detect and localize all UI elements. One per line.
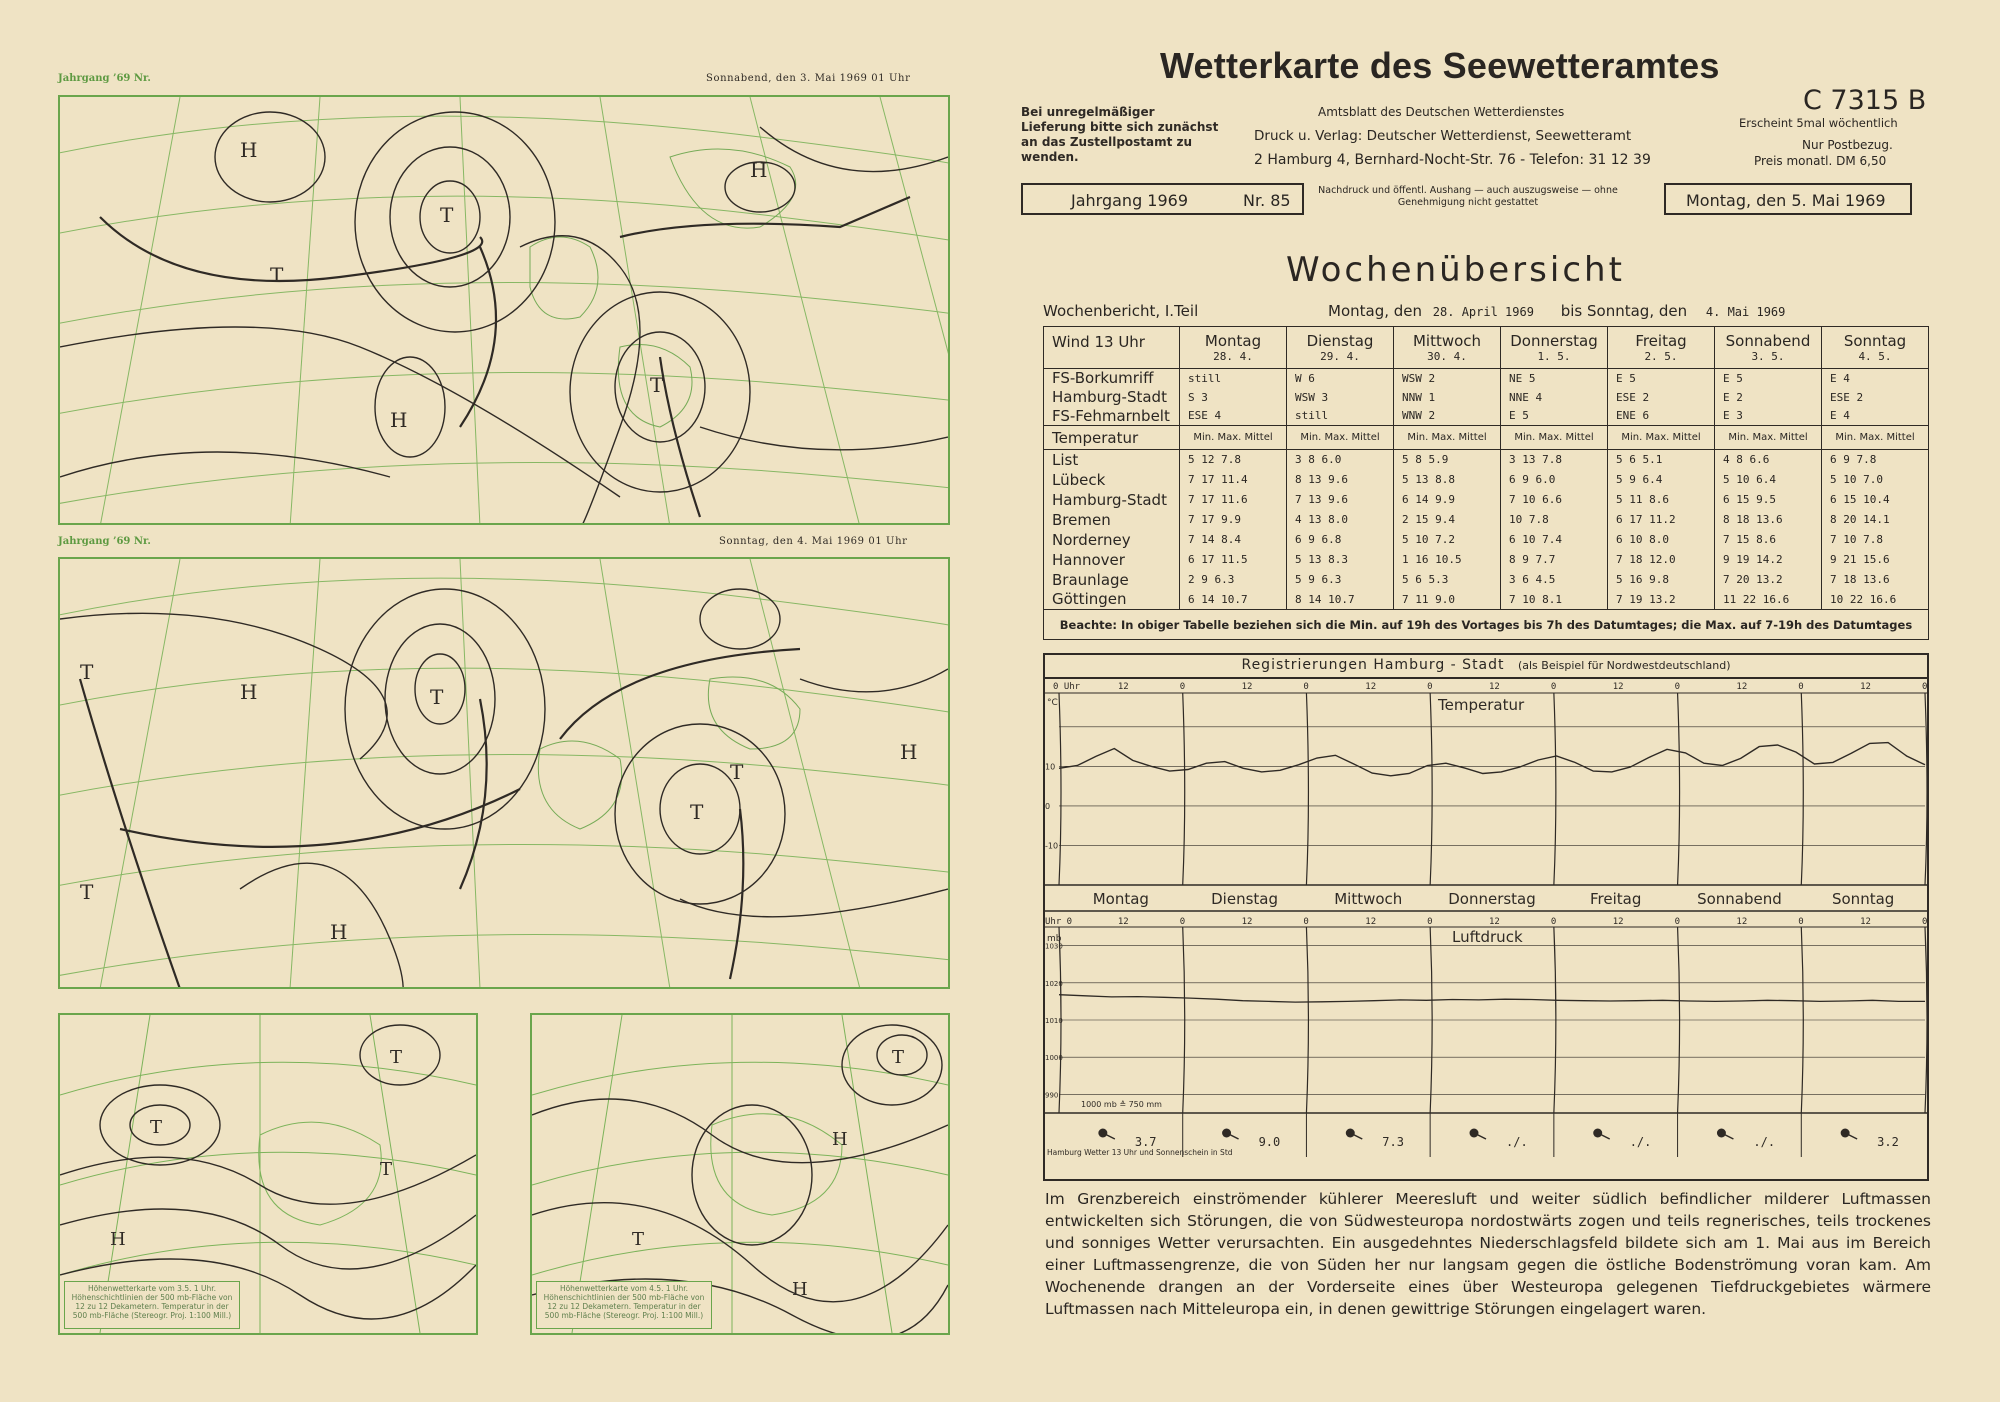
address: 2 Hamburg 4, Bernhard-Nocht-Str. 76 - Telefon: 31 12 39 xyxy=(1254,152,1651,168)
upper-air-map-may3 xyxy=(58,1013,478,1335)
sunshine-label: Hamburg Wetter 13 Uhr und Sonnenschein in Std xyxy=(1047,1148,1233,1157)
day-divider xyxy=(1183,693,1185,885)
table-cell: 7 14 8.4 xyxy=(1180,530,1287,550)
upper-air-map-may4 xyxy=(530,1013,950,1335)
registrations-heading: Registrierungen Hamburg - Stadt xyxy=(1241,657,1505,673)
temperature-curve xyxy=(1059,743,1925,776)
weekly-summary: Im Grenzbereich einströmender kühlerer Meeresluft und weiter südlich befindlicher milderer Luftmassen entwickelten sich Störungen, die von Südwesteuropa nordostwärts zogen und teils regnerisches, teils trockenes und sonniges Wetter verursachten. Ein ausgedehntes Niederschlagsfeld bildete sich am 1. Mai aus im Bereich einer Luftmassengrenze, die von Süden her nur langsam gegen die östliche Bodenströmung voran kam. Am Wochenende drangen an der Vorderseite eines über Westeuropa gelegenen Tiefdruckgebietes wärmere Luftmassen nach Mitteleuropa ein, in denen gewittrige Störungen eingelagert waren. xyxy=(1045,1190,1931,1318)
reg-day-name: Donnerstag xyxy=(1448,890,1536,908)
issue-date: Montag, den 5. Mai 1969 xyxy=(1686,191,1886,210)
weekly-report-part: Wochenbericht, I.Teil xyxy=(1043,302,1199,320)
table-cell: 7 17 11.6 xyxy=(1180,490,1287,510)
day-divider xyxy=(1306,693,1308,885)
station-name: List xyxy=(1044,450,1180,470)
day-divider xyxy=(1554,693,1556,885)
table-cell: 6 17 11.2 xyxy=(1608,510,1715,530)
registrations-panel xyxy=(1043,653,1929,1181)
day-name: Montag xyxy=(1204,332,1262,350)
temp-sub-5: Min. Max. Mittel xyxy=(1715,426,1822,450)
table-cell: S 3 xyxy=(1180,388,1287,407)
day-name: Dienstag xyxy=(1306,332,1374,350)
table-cell: 8 18 13.6 xyxy=(1715,510,1822,530)
table-cell: 5 8 5.9 xyxy=(1394,450,1501,470)
day-date: 28. 4. xyxy=(1213,350,1253,363)
pressure-curve xyxy=(1059,995,1925,1002)
table-cell: 7 18 12.0 xyxy=(1608,550,1715,570)
temp-tick: 0 xyxy=(1045,801,1051,811)
weekly-heading: Wochenübersicht xyxy=(1286,250,1625,290)
hour-tick-b: 12 xyxy=(1736,917,1748,927)
registrations-header xyxy=(1045,657,1927,673)
table-cell: 5 6 5.3 xyxy=(1394,570,1501,590)
surface-map-may4 xyxy=(58,557,950,989)
table-cell: E 4 xyxy=(1822,369,1929,388)
day-col-3 xyxy=(1501,327,1608,369)
table-cell: WSW 2 xyxy=(1394,369,1501,388)
day-date: 1. 5. xyxy=(1537,350,1571,363)
table-note-row xyxy=(1044,610,1929,640)
day-date: 3. 5. xyxy=(1751,350,1785,363)
hour-tick: 12 xyxy=(1241,682,1253,692)
sunshine-hours: ./. xyxy=(1753,1135,1776,1149)
temp-sub-1: Min. Max. Mittel xyxy=(1287,426,1394,450)
sunshine-hours: ./. xyxy=(1629,1135,1652,1149)
table-cell: 8 13 9.6 xyxy=(1287,470,1394,490)
table-cell: 6 9 6.0 xyxy=(1501,470,1608,490)
issue-date-box xyxy=(1664,183,1912,215)
temp-sub-3: Min. Max. Mittel xyxy=(1501,426,1608,450)
table-cell: 7 19 13.2 xyxy=(1608,590,1715,610)
hour-tick: 0 xyxy=(1550,682,1557,692)
hour-tick-b: 0 xyxy=(1798,917,1804,927)
upper2-note: Höhenwetterkarte vom 4.5. 1 Uhr. Höhenschichtlinien der 500 mb-Fläche von 12 zu 12 Dekametern. Temperatur in der 500 mb-Fläche (Stereogr. Proj. 1:100 Mill.) xyxy=(536,1281,712,1329)
registrations-heading-note: (als Beispiel für Nordwestdeutschland) xyxy=(1517,659,1731,672)
table-cell: 7 17 11.4 xyxy=(1180,470,1287,490)
hour-tick-b: 12 xyxy=(1117,917,1129,927)
temp-row xyxy=(1044,530,1929,550)
svg-text:H: H xyxy=(750,158,768,182)
weekly-table xyxy=(1043,326,1929,640)
table-cell: 5 10 7.2 xyxy=(1394,530,1501,550)
issue-box xyxy=(1021,183,1304,215)
table-cell: 5 12 7.8 xyxy=(1180,450,1287,470)
temp-row xyxy=(1044,490,1929,510)
svg-text:T: T xyxy=(80,880,94,904)
map2-header-right xyxy=(719,536,908,547)
weekly-period xyxy=(1328,302,1785,320)
table-cell: 7 15 8.6 xyxy=(1715,530,1822,550)
day-divider xyxy=(1925,693,1927,885)
table-cell: 6 14 10.7 xyxy=(1180,590,1287,610)
reg-day-name: Dienstag xyxy=(1211,890,1279,908)
hour-tick-b: Uhr 0 xyxy=(1045,917,1073,927)
day-date: 4. 5. xyxy=(1858,350,1892,363)
day-divider xyxy=(1801,693,1803,885)
pressure-tick: 1010 xyxy=(1045,1017,1063,1025)
station-name: Hamburg-Stadt xyxy=(1044,490,1180,510)
temp-row xyxy=(1044,550,1929,570)
svg-text:T: T xyxy=(892,1047,905,1068)
day-name: Donnerstag xyxy=(1510,332,1598,350)
station-name: Braunlage xyxy=(1044,570,1180,590)
day-divider xyxy=(1059,693,1061,885)
hour-tick-b: 12 xyxy=(1860,917,1871,927)
issue-year: Jahrgang 1969 xyxy=(1071,191,1189,210)
temp-title: Temperatur xyxy=(1438,696,1525,714)
delivery-notice: Bei unregelmäßiger Lieferung bitte sich zunächst an das Zustellpostamt zu wenden. xyxy=(1021,105,1219,164)
table-cell: E 2 xyxy=(1715,388,1822,407)
newspaper-title: Wetterkarte des Seewetteramtes xyxy=(1160,45,1720,86)
temp-row xyxy=(1044,570,1929,590)
table-cell: 6 10 7.4 xyxy=(1501,530,1608,550)
svg-text:H: H xyxy=(900,740,918,764)
table-cell: 3 13 7.8 xyxy=(1501,450,1608,470)
table-cell: E 5 xyxy=(1715,369,1822,388)
hour-tick: 0 xyxy=(1674,682,1680,692)
table-cell: 3 8 6.0 xyxy=(1287,450,1394,470)
day-col-1 xyxy=(1287,327,1394,369)
station-name: Hamburg-Stadt xyxy=(1044,388,1180,407)
temp-sub-2: Min. Max. Mittel xyxy=(1394,426,1501,450)
price-info: Preis monatl. DM 6,50 xyxy=(1754,154,1887,168)
station-name: Hannover xyxy=(1044,550,1180,570)
table-cell: 5 6 5.1 xyxy=(1608,450,1715,470)
hour-tick-b: 0 xyxy=(1179,917,1186,927)
svg-text:T: T xyxy=(690,800,704,824)
table-cell: ENE 6 xyxy=(1608,407,1715,426)
temp-row xyxy=(1044,590,1929,610)
temp-tick: 10 xyxy=(1045,762,1056,772)
pressure-unit: mb xyxy=(1047,934,1062,944)
table-cell: 4 13 8.0 xyxy=(1287,510,1394,530)
pressure-title: Luftdruck xyxy=(1452,928,1523,946)
table-cell: ESE 2 xyxy=(1608,388,1715,407)
svg-text:T: T xyxy=(650,373,664,397)
table-cell: 7 18 13.6 xyxy=(1822,570,1929,590)
table-note-cell xyxy=(1044,610,1929,640)
table-note: Beachte: In obiger Tabelle beziehen sich die Min. auf 19h des Vortages bis 7h des Datumtages; die Max. auf 7-19h des Datumtages xyxy=(1059,617,1913,632)
day-name: Sonnabend xyxy=(1725,332,1811,350)
station-name: FS-Fehmarnbelt xyxy=(1044,407,1180,426)
station-name: FS-Borkumriff xyxy=(1044,369,1180,388)
day-name: Mittwoch xyxy=(1412,332,1482,350)
temp-sub-4: Min. Max. Mittel xyxy=(1608,426,1715,450)
temp-header-cell xyxy=(1044,426,1180,450)
hour-tick-b: 0 xyxy=(1427,917,1433,927)
surface-map-may4-graphic xyxy=(60,559,948,987)
table-cell: 7 10 6.6 xyxy=(1501,490,1608,510)
table-cell: 8 14 10.7 xyxy=(1287,590,1394,610)
table-cell: 5 13 8.3 xyxy=(1287,550,1394,570)
reg-day-name: Mittwoch xyxy=(1334,890,1403,908)
day-name: Freitag xyxy=(1635,332,1687,350)
table-cell: 6 17 11.5 xyxy=(1180,550,1287,570)
hour-tick-b: 12 xyxy=(1612,917,1624,927)
temp-header-row xyxy=(1044,426,1929,450)
reg-day-name: Montag xyxy=(1092,890,1149,908)
hour-tick: 12 xyxy=(1365,682,1377,692)
wind-row xyxy=(1044,388,1929,407)
hour-tick: 12 xyxy=(1860,682,1871,692)
hour-tick: 12 xyxy=(1612,682,1624,692)
hour-tick-b: 0 xyxy=(1922,917,1927,927)
hour-tick: 0 xyxy=(1303,682,1309,692)
table-cell: 9 21 15.6 xyxy=(1822,550,1929,570)
hour-tick: 0 Uhr xyxy=(1053,682,1081,692)
svg-text:T: T xyxy=(150,1117,163,1138)
table-cell: still xyxy=(1180,369,1287,388)
hour-tick-b: 0 xyxy=(1550,917,1557,927)
wind-header-row xyxy=(1044,327,1929,369)
table-cell: WSW 3 xyxy=(1287,388,1394,407)
temp-row xyxy=(1044,470,1929,490)
day-name: Sonntag xyxy=(1843,332,1907,350)
table-cell: NE 5 xyxy=(1501,369,1608,388)
sunshine-hours: 3.2 xyxy=(1877,1135,1899,1149)
publication-frequency: Erscheint 5mal wöchentlich xyxy=(1739,116,1898,130)
table-cell: 11 22 16.6 xyxy=(1715,590,1822,610)
table-cell: 6 9 7.8 xyxy=(1822,450,1929,470)
wind-row xyxy=(1044,407,1929,426)
table-cell: ESE 2 xyxy=(1822,388,1929,407)
pressure-note: 1000 mb ≙ 750 mm xyxy=(1081,1100,1162,1109)
table-cell: NNE 4 xyxy=(1501,388,1608,407)
period-to-date: 4. Mai 1969 xyxy=(1705,305,1786,319)
sunshine-hours: ./. xyxy=(1506,1135,1528,1149)
svg-text:T: T xyxy=(380,1159,393,1180)
table-cell: 6 9 6.8 xyxy=(1287,530,1394,550)
station-name: Lübeck xyxy=(1044,470,1180,490)
svg-text:H: H xyxy=(832,1129,848,1150)
surface-map-may3-graphic xyxy=(60,97,948,523)
hour-tick: 0 xyxy=(1427,682,1433,692)
table-cell: 7 13 9.6 xyxy=(1287,490,1394,510)
upper1-note: Höhenwetterkarte vom 3.5. 1 Uhr. Höhenschichtlinien der 500 mb-Fläche von 12 zu 12 Dekametern. Temperatur in der 500 mb-Fläche (Stereogr. Proj. 1:100 Mill.) xyxy=(64,1281,240,1329)
table-cell: NNW 1 xyxy=(1394,388,1501,407)
table-cell: 6 14 9.9 xyxy=(1394,490,1501,510)
table-cell: 10 7.8 xyxy=(1501,510,1608,530)
table-cell: 5 9 6.3 xyxy=(1287,570,1394,590)
table-cell: E 3 xyxy=(1715,407,1822,426)
table-cell: 7 17 9.9 xyxy=(1180,510,1287,530)
table-cell: 1 16 10.5 xyxy=(1394,550,1501,570)
map1-header-right xyxy=(706,73,910,84)
table-cell: 5 9 6.4 xyxy=(1608,470,1715,490)
reg-day-name: Freitag xyxy=(1590,890,1642,908)
station-name: Norderney xyxy=(1044,530,1180,550)
day-date: 30. 4. xyxy=(1427,350,1467,363)
subscription-info: Nur Postbezug. xyxy=(1802,138,1893,152)
map2-header-left xyxy=(58,536,151,547)
wind-header-cell xyxy=(1044,327,1180,369)
day-col-2 xyxy=(1394,327,1501,369)
surface-map-may3 xyxy=(58,95,950,525)
pressure-tick: 1030 xyxy=(1045,942,1063,951)
table-cell: still xyxy=(1287,407,1394,426)
temp-unit: °C xyxy=(1047,698,1058,708)
station-name: Bremen xyxy=(1044,510,1180,530)
day-col-6 xyxy=(1822,327,1929,369)
svg-text:H: H xyxy=(330,920,348,944)
weekly-report-label xyxy=(1043,302,1198,320)
day-divider xyxy=(1678,693,1680,885)
weather-station-symbol xyxy=(1841,1129,1850,1138)
official-gazette: Amtsblatt des Deutschen Wetterdienstes xyxy=(1318,105,1565,119)
table-cell: 7 20 13.2 xyxy=(1715,570,1822,590)
station-name: Göttingen xyxy=(1044,590,1180,610)
hour-tick-b: 12 xyxy=(1489,917,1500,927)
publisher: Druck u. Verlag: Deutscher Wetterdienst, Seewetteramt xyxy=(1254,128,1632,144)
svg-text:T: T xyxy=(390,1047,403,1068)
table-cell: WNW 2 xyxy=(1394,407,1501,426)
table-cell: 4 8 6.6 xyxy=(1715,450,1822,470)
table-cell: 5 10 7.0 xyxy=(1822,470,1929,490)
hour-tick-b: 0 xyxy=(1674,917,1680,927)
svg-text:H: H xyxy=(792,1279,808,1300)
svg-text:H: H xyxy=(390,408,408,432)
day-col-5 xyxy=(1715,327,1822,369)
day-col-0 xyxy=(1180,327,1287,369)
table-cell: 5 16 9.8 xyxy=(1608,570,1715,590)
svg-text:T: T xyxy=(270,263,284,287)
map2-label-right: Sonntag, den 4. Mai 1969 01 Uhr xyxy=(719,536,908,547)
table-cell: ESE 4 xyxy=(1180,407,1287,426)
weather-station-symbol xyxy=(1346,1129,1355,1138)
day-col-4 xyxy=(1608,327,1715,369)
weather-station-symbol xyxy=(1222,1129,1231,1138)
period-from-date: 28. April 1969 xyxy=(1432,305,1534,319)
sunshine-hours: 3.7 xyxy=(1134,1135,1157,1149)
table-cell: 9 19 14.2 xyxy=(1715,550,1822,570)
svg-text:H: H xyxy=(110,1229,126,1250)
table-cell: 2 15 9.4 xyxy=(1394,510,1501,530)
svg-text:T: T xyxy=(440,203,454,227)
reg-day-name: Sonntag xyxy=(1831,890,1895,908)
hour-tick: 0 xyxy=(1922,682,1927,692)
table-cell: 10 22 16.6 xyxy=(1822,590,1929,610)
day-date: 2. 5. xyxy=(1644,350,1678,363)
sunshine-hours: 7.3 xyxy=(1382,1135,1404,1149)
table-cell: 8 9 7.7 xyxy=(1501,550,1608,570)
svg-text:H: H xyxy=(240,138,258,162)
issue-number: Nr. 85 xyxy=(1243,191,1291,210)
temp-row xyxy=(1044,510,1929,530)
map1-label-right: Sonnabend, den 3. Mai 1969 01 Uhr xyxy=(706,73,911,84)
registration-charts xyxy=(1045,679,1927,1179)
svg-text:H: H xyxy=(240,680,258,704)
table-cell: 6 10 8.0 xyxy=(1608,530,1715,550)
temp-row xyxy=(1044,450,1929,470)
table-cell: 5 11 8.6 xyxy=(1608,490,1715,510)
temp-header: Temperatur xyxy=(1052,428,1139,447)
reg-day-name: Sonnabend xyxy=(1697,890,1782,908)
table-cell: 8 20 14.1 xyxy=(1822,510,1929,530)
pressure-tick: 1000 xyxy=(1045,1054,1063,1063)
map1-label-left: Jahrgang ’69 Nr. xyxy=(58,73,151,84)
table-cell: 5 13 8.8 xyxy=(1394,470,1501,490)
hour-tick: 12 xyxy=(1736,682,1748,692)
sunshine-hours: 9.0 xyxy=(1258,1135,1281,1149)
day-divider xyxy=(1430,693,1432,885)
table-cell: 6 15 10.4 xyxy=(1822,490,1929,510)
temp-sub-0: Min. Max. Mittel xyxy=(1180,426,1287,450)
svg-text:T: T xyxy=(80,660,94,684)
pressure-tick: 1020 xyxy=(1045,979,1063,988)
svg-text:T: T xyxy=(632,1229,645,1250)
period-to-label: bis Sonntag, den xyxy=(1560,302,1688,320)
wind-row xyxy=(1044,369,1929,388)
svg-text:T: T xyxy=(430,685,444,709)
map1-header-left xyxy=(58,73,151,84)
table-cell: E 5 xyxy=(1501,407,1608,426)
table-cell: 2 9 6.3 xyxy=(1180,570,1287,590)
table-cell: 3 6 4.5 xyxy=(1501,570,1608,590)
pressure-tick: 990 xyxy=(1045,1091,1059,1100)
map2-label-left: Jahrgang ’69 Nr. xyxy=(58,536,151,547)
table-cell: 6 15 9.5 xyxy=(1715,490,1822,510)
table-cell: 7 10 8.1 xyxy=(1501,590,1608,610)
period-from-label: Montag, den xyxy=(1328,302,1423,320)
temp-sub-6: Min. Max. Mittel xyxy=(1822,426,1929,450)
hour-tick: 0 xyxy=(1798,682,1804,692)
wind-header: Wind 13 Uhr xyxy=(1052,333,1145,351)
hour-tick-b: 0 xyxy=(1303,917,1309,927)
day-date: 29. 4. xyxy=(1320,350,1360,363)
hour-tick: 0 xyxy=(1179,682,1186,692)
hour-tick: 12 xyxy=(1489,682,1500,692)
hour-tick-b: 12 xyxy=(1365,917,1377,927)
reprint-notice: Nachdruck und öffentl. Aushang — auch auszugsweise — ohne Genehmigung nicht gestattet xyxy=(1318,185,1618,208)
table-cell: 5 10 6.4 xyxy=(1715,470,1822,490)
svg-text:T: T xyxy=(730,760,744,784)
hour-tick-b: 12 xyxy=(1241,917,1253,927)
table-cell: 7 11 9.0 xyxy=(1394,590,1501,610)
table-cell: E 5 xyxy=(1608,369,1715,388)
table-cell: W 6 xyxy=(1287,369,1394,388)
publication-code: C 7315 B xyxy=(1803,85,1927,116)
hour-tick: 12 xyxy=(1117,682,1129,692)
table-cell: 7 10 7.8 xyxy=(1822,530,1929,550)
table-cell: E 4 xyxy=(1822,407,1929,426)
temp-tick: -10 xyxy=(1045,841,1059,851)
day-divider-b xyxy=(1925,927,1927,1113)
